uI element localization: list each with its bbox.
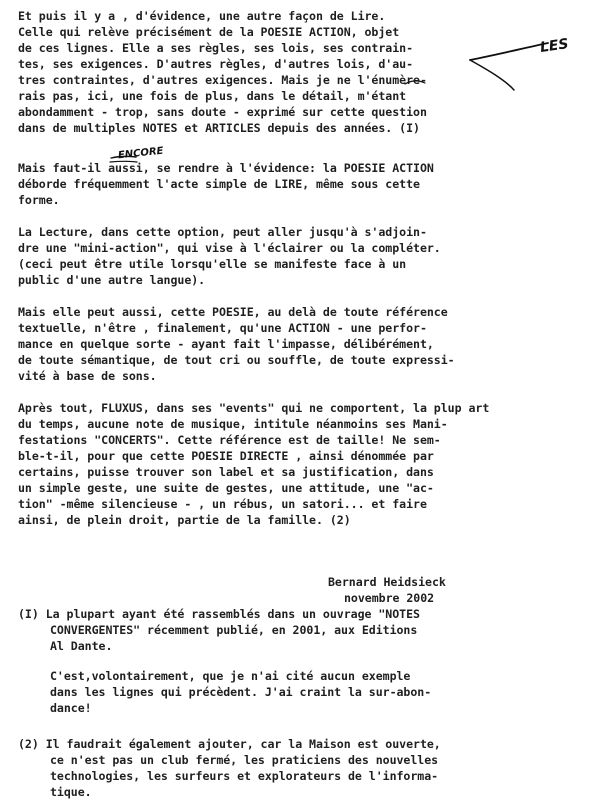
text-line: de toute sémantique, de tout cri ou souffle, de toute expressi- bbox=[18, 353, 455, 367]
text-line: du temps, aucune note de musique, intitule néanmoins ses Mani- bbox=[18, 417, 448, 431]
text-line: tion" -même silencieuse - , un rébus, un satori... et faire bbox=[18, 497, 427, 511]
text-line: festations "CONCERTS". Cette référence est de taille! Ne sem- bbox=[18, 433, 441, 447]
pen-arrow-les bbox=[470, 60, 514, 90]
text-line: tes, ses exigences. D'autres règles, d'autres lois, d'au- bbox=[18, 57, 414, 71]
text-line: ble-t-il, pour que cette POESIE DIRECTE , ainsi dénommée par bbox=[18, 449, 434, 463]
footnote-line: (I) La plupart ayant été rassemblés dans un ouvrage "NOTES bbox=[18, 607, 420, 621]
text-line: rais pas, ici, une fois de plus, dans le détail, m'étant bbox=[18, 89, 407, 103]
footnote-line: C'est,volontairement, que je n'ai cité aucun exemple bbox=[50, 669, 411, 683]
text-line: mance en quelque sorte - ayant fait l'impasse, délibérément, bbox=[18, 337, 434, 351]
text-line: La Lecture, dans cette option, peut aller jusqu'à s'adjoin- bbox=[18, 225, 427, 239]
footnote-line: CONVERGENTES" récemment publié, en 2001, aux Editions bbox=[50, 623, 418, 637]
footnote-line: technologies, les surfeurs et explorateurs de l'informa- bbox=[50, 769, 439, 783]
text-line: Celle qui relève précisément de la POESIE ACTION, objet bbox=[18, 25, 400, 39]
text-line: certains, puisse trouver son label et sa justification, dans bbox=[18, 465, 434, 479]
text-line: vité à base de sons. bbox=[18, 369, 157, 383]
text-line: textuelle, n'être , finalement, qu'une ACTION - une perfor- bbox=[18, 321, 427, 335]
text-line: dre une "mini-action", qui vise à l'éclairer ou la compléter. bbox=[18, 241, 441, 255]
text-line: Mais elle peut aussi, cette POESIE, au delà de toute référence bbox=[18, 305, 448, 319]
footnote-line: ce n'est pas un club fermé, les praticiens des nouvelles bbox=[50, 753, 439, 767]
text-line: public d'une autre langue). bbox=[18, 273, 206, 287]
text-line: un simple geste, une suite de gestes, une attitude, une "ac- bbox=[18, 481, 434, 495]
footnote-line: dance! bbox=[50, 701, 92, 715]
text-line: forme. bbox=[18, 193, 60, 207]
text-line: Après tout, FLUXUS, dans ses "events" qui ne comportent, la plup art bbox=[18, 401, 490, 415]
footnote-line: dans les lignes qui précèdent. J'ai craint la sur-abon- bbox=[50, 685, 432, 699]
text-line: Et puis il y a , d'évidence, une autre façon de Lire. bbox=[18, 9, 386, 23]
text-line: Mais faut-il aussi, se rendre à l'évidence: la POESIE ACTION bbox=[18, 161, 434, 175]
signature-date: novembre 2002 bbox=[344, 591, 435, 605]
footnote-line: Al Dante. bbox=[50, 639, 113, 653]
handwritten-note-encore: ENCORE bbox=[117, 145, 165, 162]
text-line: abondamment - trop, sans doute - exprimé sur cette question bbox=[18, 105, 427, 119]
text-line: tres contraintes, d'autres exigences. Mais je ne l'énumère- bbox=[18, 73, 427, 87]
text-line: ainsi, de plein droit, partie de la famille. (2) bbox=[18, 513, 351, 527]
text-line: (ceci peut être utile lorsqu'elle se manifeste face à un bbox=[18, 257, 407, 271]
text-line: de ces lignes. Elle a ses règles, ses lois, ses contrain- bbox=[18, 41, 414, 55]
handwritten-note-les: LES bbox=[539, 36, 570, 56]
footnote-line: (2) Il faudrait également ajouter, car la Maison est ouverte, bbox=[18, 737, 441, 751]
text-line: déborde fréquemment l'acte simple de LIRE, même sous cette bbox=[18, 177, 420, 191]
text-line: dans de multiples NOTES et ARTICLES depuis des années. (I) bbox=[18, 121, 420, 135]
pen-underline-les bbox=[470, 43, 548, 60]
footnote-line: tique. bbox=[50, 785, 92, 799]
signature-name: Bernard Heidsieck bbox=[328, 575, 446, 589]
